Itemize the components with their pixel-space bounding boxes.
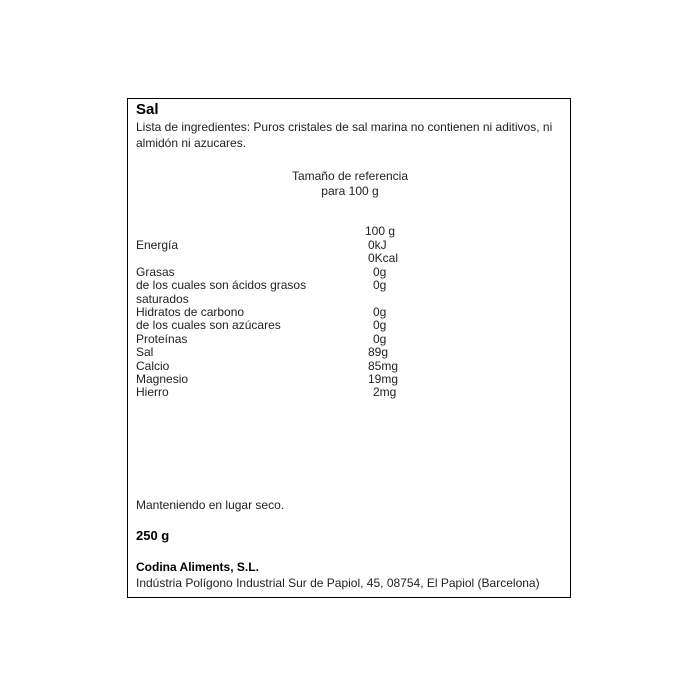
- nutrient-name: Grasas: [136, 264, 175, 279]
- nutrition-row: [128, 318, 572, 332]
- nutrition-row: [128, 372, 572, 386]
- nutrition-row: [128, 265, 572, 279]
- nutrition-row: [128, 345, 572, 359]
- nutrition-row: [128, 238, 572, 252]
- nutrient-value: 0kJ: [368, 238, 387, 252]
- nutrition-row: [128, 305, 572, 319]
- nutrient-value: 0g: [373, 331, 387, 346]
- nutrition-row: [128, 292, 572, 306]
- nutrient-value: 0Kcal: [368, 251, 399, 266]
- nutrition-row: [128, 385, 572, 399]
- nutrient-name: Proteínas: [136, 331, 188, 346]
- reference-size-amount: para 100 g: [321, 184, 379, 198]
- storage-instructions: Manteniendo en lugar seco.: [136, 498, 285, 512]
- nutrient-value: 2mg: [373, 385, 397, 400]
- nutrition-row: [128, 359, 572, 373]
- nutrient-name: Magnesio: [136, 372, 189, 386]
- nutrient-value: 0g: [373, 278, 387, 293]
- nutrition-column-header: 100 g: [365, 224, 396, 238]
- product-title: Sal: [136, 101, 159, 118]
- nutrient-value: 85mg: [368, 358, 399, 373]
- nutrient-name: Energía: [136, 238, 179, 252]
- nutrient-name: Hidratos de carbono: [136, 305, 245, 319]
- company-name: Codina Aliments, S.L.: [136, 560, 259, 574]
- nutrient-name: Sal: [136, 345, 154, 360]
- nutrient-value: 19mg: [368, 372, 399, 386]
- nutrition-row: [128, 251, 572, 265]
- nutrition-row: [128, 278, 572, 292]
- nutrient-name: Hierro: [136, 385, 169, 400]
- reference-size-label: Tamaño de referencia: [291, 169, 409, 183]
- nutrient-value: 89g: [368, 345, 389, 360]
- company-address: Indústria Polígono Industrial Sur de Papiol, 45, 08754, El Papiol (Barcelona): [136, 576, 540, 590]
- nutrient-value: 0g: [373, 305, 387, 319]
- ingredients-list: Lista de ingredientes: Puros cristales de sal marina no contienen ni aditivos, ni almidón ni azucares.: [136, 120, 553, 150]
- nutrient-name: de los cuales son azúcares: [136, 318, 281, 333]
- nutrient-name: Calcio: [136, 358, 170, 373]
- nutrient-value: 0g: [373, 318, 387, 333]
- nutrient-name: saturados: [136, 291, 189, 306]
- nutrition-row: [128, 332, 572, 346]
- net-weight: 250 g: [136, 528, 170, 543]
- product-label: [127, 98, 571, 598]
- nutrient-value: 0g: [373, 264, 387, 279]
- nutrient-name: de los cuales son ácidos grasos: [136, 278, 307, 293]
